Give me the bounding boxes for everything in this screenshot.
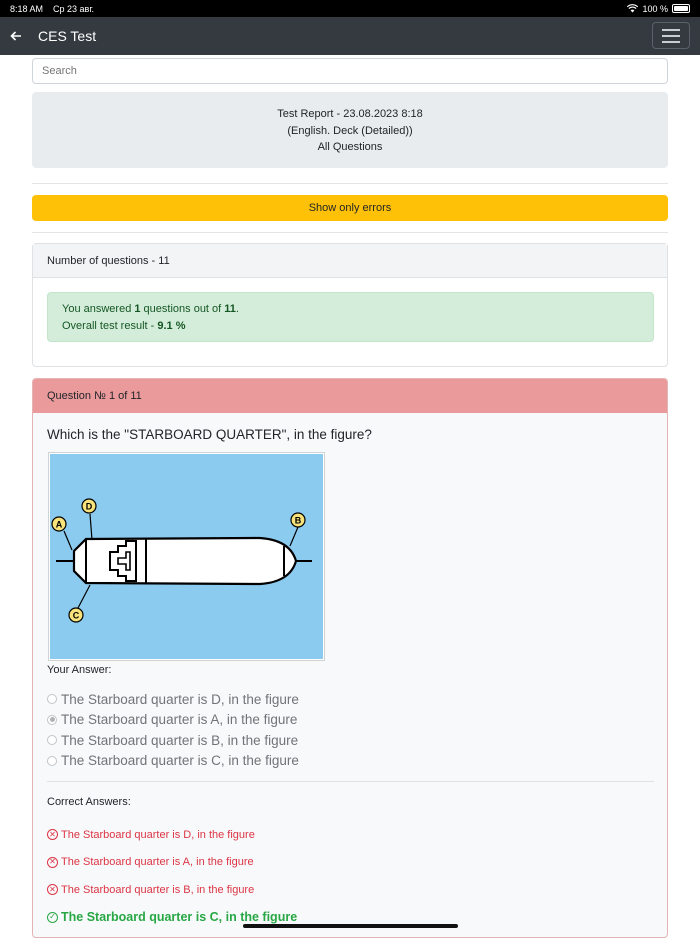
option-item[interactable] [47,751,299,772]
answered-suffix: . [235,303,239,315]
answer-item-wrong [47,821,297,849]
divider [47,781,654,782]
option-item[interactable] [47,689,299,710]
hamburger-icon-line [662,35,680,37]
x-circle-icon: ✕ [47,884,58,895]
show-only-errors-button[interactable]: Show only errors [32,195,668,221]
ship-diagram [50,454,325,661]
figure-label-c: C [72,610,80,621]
radio-button-selected[interactable] [47,715,57,725]
option-label: The Starboard quarter is A, in the figure [61,712,298,728]
question-header: Question № 1 of 11 [33,379,667,413]
x-circle-icon: ✕ [47,857,58,868]
result-line [62,318,639,335]
answer-label: The Starboard quarter is B, in the figure [61,883,255,896]
result-value: 9.1 % [157,319,186,332]
report-subtitle: (English. Deck (Detailed)) [287,124,413,137]
your-answer-label: Your Answer: [47,664,112,676]
battery-percent: 100 % [642,3,668,14]
question-text: Which is the "STARBOARD QUARTER", in the figure? [47,427,372,442]
home-indicator[interactable] [243,924,458,928]
report-scope: All Questions [317,141,383,153]
option-label: The Starboard quarter is D, in the figure [61,691,299,707]
result-prefix: Overall test result - [62,319,158,332]
correct-answers-label: Correct Answers: [47,796,131,808]
figure-label-a: A [55,519,63,530]
navbar [0,17,700,55]
option-label: The Starboard quarter is B, in the figure [61,732,299,748]
answered-line [62,301,639,318]
radio-button[interactable] [47,735,57,745]
x-circle-icon: ✕ [47,829,58,840]
answered-mid: questions out of [140,303,225,315]
answer-item-wrong [47,876,297,904]
back-button[interactable] [0,17,32,55]
hamburger-icon-line [662,41,680,43]
radio-button[interactable] [47,756,57,766]
correct-answers-list [47,821,297,931]
report-title: Test Report - 23.08.2023 8:18 [277,108,423,120]
arrow-left-icon [10,31,22,41]
menu-button[interactable] [652,22,690,49]
option-item[interactable] [47,730,299,751]
ship-figure [49,453,324,660]
option-item[interactable] [47,710,299,731]
figure-label-d: D [85,501,93,512]
nav-title: CES Test [38,28,97,44]
figure-label-b: B [294,515,302,526]
divider [32,232,668,233]
question-card [32,378,668,938]
battery-icon [672,4,690,13]
total-count: 11 [224,303,236,315]
result-alert [47,292,654,342]
status-time: 8:18 AM [10,3,44,14]
option-label: The Starboard quarter is C, in the figure [61,753,299,769]
summary-card [32,243,668,367]
answer-item-wrong [47,849,297,877]
answer-options [47,689,299,771]
summary-header: Number of questions - 11 [33,244,667,278]
hamburger-icon-line [662,29,680,31]
answer-label: The Starboard quarter is D, in the figure [61,828,255,841]
answer-label: The Starboard quarter is C, in the figure [61,910,298,925]
status-date: Ср 23 авг. [53,3,95,14]
check-circle-icon: ✓ [47,912,58,923]
search-input[interactable] [32,58,668,84]
status-bar [0,0,700,17]
answer-label: The Starboard quarter is A, in the figure [61,856,254,869]
radio-button[interactable] [47,694,57,704]
wifi-icon [627,4,638,13]
answered-prefix: You answered [62,303,135,315]
report-header [32,92,668,168]
answered-count: 1 [134,303,141,315]
divider [32,183,668,184]
